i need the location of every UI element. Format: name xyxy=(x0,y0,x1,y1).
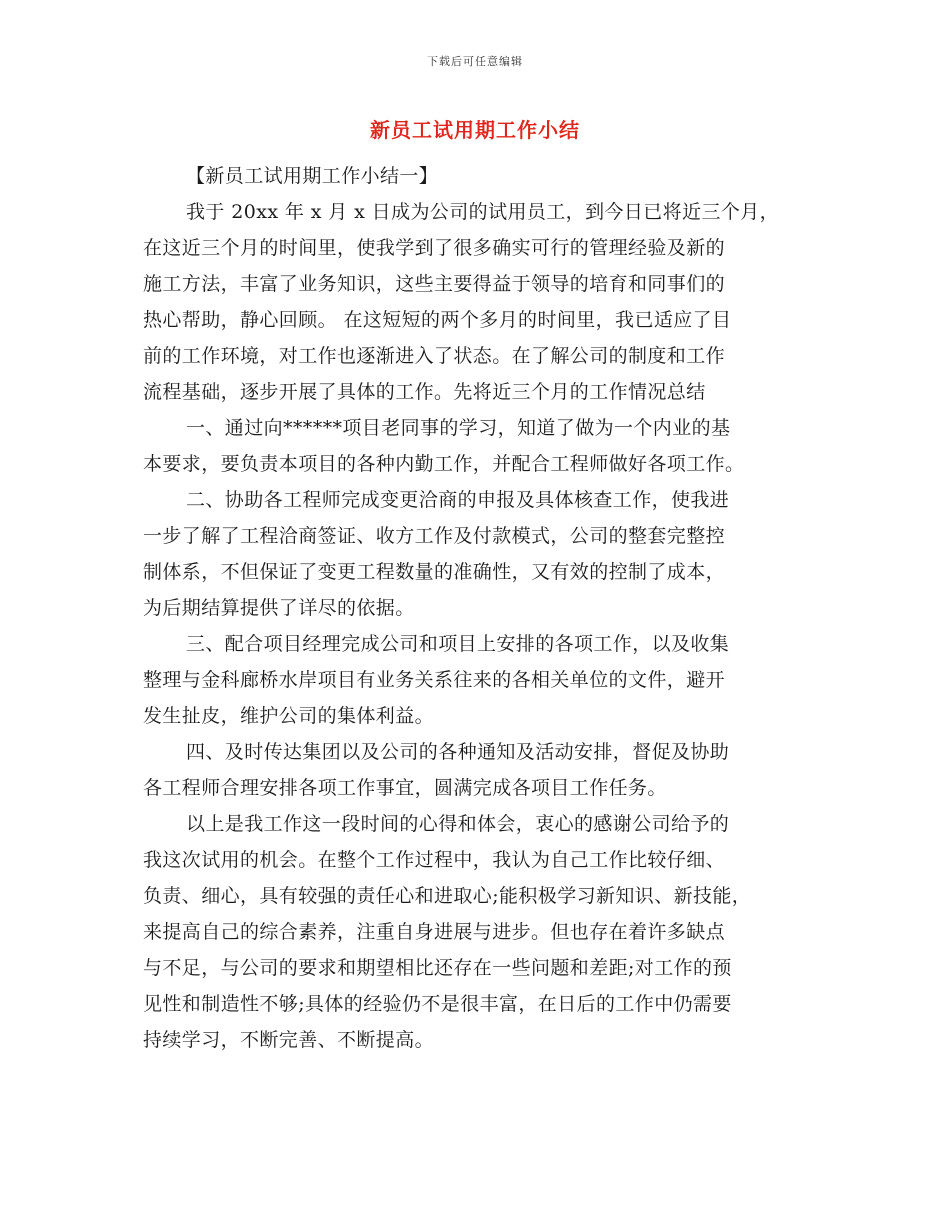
paragraph xyxy=(143,806,813,1058)
paragraph-line: 见性和制造性不够;具体的经验仍不是很丰富，在日后的工作中仍需要 xyxy=(143,993,732,1015)
paragraph-line: 我于 20xx 年 x 月 x 日成为公司的试用员工，到今日已将近三个月， xyxy=(186,201,780,223)
paragraph-line: 各工程师合理安排各项工作事宜，圆满完成各项目工作任务。 xyxy=(143,777,667,799)
paragraph-line: 持续学习，不断完善、不断提高。 xyxy=(143,1029,435,1051)
paragraph-line: 流程基础，逐步开展了具体的工作。先将近三个月的工作情况总结 xyxy=(143,381,706,403)
paragraph-line: 本要求，要负责本项目的各种内勤工作，并配合工程师做好各项工作。 xyxy=(143,453,745,475)
document-title: 新员工试用期工作小结 xyxy=(370,118,580,142)
paragraph-line: 我这次试用的机会。在整个工作过程中，我认为自己工作比较仔细、 xyxy=(143,849,726,871)
paragraph-line: 在这近三个月的时间里，使我学到了很多确实可行的管理经验及新的 xyxy=(143,237,726,259)
paragraph-line: 施工方法，丰富了业务知识，这些主要得益于领导的培育和同事们的 xyxy=(143,273,726,295)
paragraph-list xyxy=(143,194,813,1058)
paragraph-line: 为后期结算提供了详尽的依据。 xyxy=(143,597,415,619)
paragraph xyxy=(143,482,813,626)
paragraph-line: 与不足，与公司的要求和期望相比还存在一些问题和差距;对工作的预 xyxy=(143,957,732,979)
paragraph-line: 前的工作环境，对工作也逐渐进入了状态。在了解公司的制度和工作 xyxy=(143,345,726,367)
section-subheading: 【新员工试用期工作小结一】 xyxy=(186,165,439,187)
paragraph-line: 四、及时传达集团以及公司的各种通知及活动安排，督促及协助 xyxy=(186,741,730,763)
paragraph-line: 来提高自己的综合素养，注重自身进展与进步。但也存在着许多缺点 xyxy=(143,921,726,943)
paragraph-line: 二、协助各工程师完成变更洽商的申报及具体核查工作，使我进 xyxy=(186,489,730,511)
paragraph-line: 发生扯皮，维护公司的集体利益。 xyxy=(143,705,435,727)
paragraph-line: 一、通过向******项目老同事的学习，知道了做为一个内业的基 xyxy=(186,417,731,439)
paragraph xyxy=(143,626,813,734)
paragraph-line: 负责、细心，具有较强的责任心和进取心;能积极学习新知识、新技能， xyxy=(143,885,752,907)
paragraph xyxy=(143,410,813,482)
paragraph-line: 三、配合项目经理完成公司和项目上安排的各项工作，以及收集 xyxy=(186,633,730,655)
paragraph-line: 一步了解了工程洽商签证、收方工作及付款模式，公司的整套完整控 xyxy=(143,525,726,547)
paragraph-line: 热心帮助，静心回顾。 在这短短的两个多月的时间里，我已适应了目 xyxy=(143,309,732,331)
paragraph xyxy=(143,194,813,410)
paragraph-line: 以上是我工作这一段时间的心得和体会，衷心的感谢公司给予的 xyxy=(186,813,730,835)
paragraph-line: 制体系，不但保证了变更工程数量的准确性，又有效的控制了成本， xyxy=(143,561,726,583)
page-header-note: 下载后可任意编辑 xyxy=(427,55,523,68)
paragraph-line: 整理与金科廊桥水岸项目有业务关系往来的各相关单位的文件，避开 xyxy=(143,669,726,691)
paragraph xyxy=(143,734,813,806)
document-body xyxy=(143,158,813,1058)
